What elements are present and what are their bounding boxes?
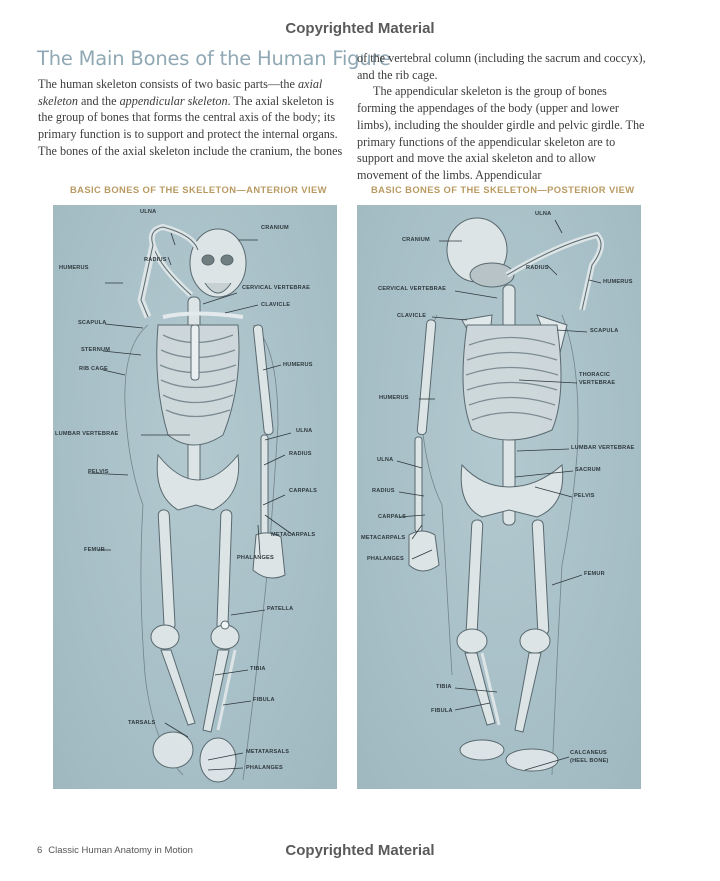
label-metatarsals: METATARSALS <box>246 749 290 755</box>
label-carpals: CARPALS <box>378 514 407 520</box>
figure-caption-posterior: BASIC BONES OF THE SKELETON—POSTERIOR VIEW <box>371 184 635 195</box>
label-phalanges-hand: PHALANGES <box>237 555 274 561</box>
label-humerus-left: HUMERUS <box>379 395 409 401</box>
label-cervical-vertebrae: CERVICAL VERTEBRAE <box>242 285 311 291</box>
anterior-skeleton-illustration <box>53 205 337 789</box>
label-calcaneus: CALCANEUS <box>570 750 607 756</box>
term-axial-skeleton: axial skeleton <box>38 77 323 108</box>
label-metacarpals: METACARPALS <box>361 535 406 541</box>
label-scapula: SCAPULA <box>590 328 619 334</box>
label-clavicle: CLAVICLE <box>261 302 291 308</box>
label-ulna-right: ULNA <box>296 428 313 434</box>
label-radius: RADIUS <box>144 257 167 263</box>
label-fibula: FIBULA <box>431 708 453 714</box>
body-column-right <box>357 50 649 184</box>
label-phalanges-foot: PHALANGES <box>246 765 283 771</box>
label-lumbar-vertebrae: LUMBAR VERTEBRAE <box>571 445 635 451</box>
label-humerus-right: HUMERUS <box>603 279 633 285</box>
figure-caption-anterior: BASIC BONES OF THE SKELETON—ANTERIOR VIEW <box>70 184 327 195</box>
label-thoracic-vertebrae: VERTEBRAE <box>579 380 616 386</box>
label-clavicle: CLAVICLE <box>397 313 427 319</box>
label-phalanges: PHALANGES <box>367 556 404 562</box>
label-thoracic: THORACIC <box>579 372 611 378</box>
label-humerus-right: HUMERUS <box>283 362 313 368</box>
label-pelvis: PELVIS <box>88 469 109 475</box>
copyright-watermark-bottom: Copyrighted Material <box>285 842 435 859</box>
label-sacrum: SACRUM <box>575 467 601 473</box>
label-pelvis: PELVIS <box>574 493 595 499</box>
label-patella: PATELLA <box>267 606 294 612</box>
label-tibia: TIBIA <box>436 684 452 690</box>
label-radius: RADIUS <box>526 265 549 271</box>
label-scapula: SCAPULA <box>78 320 107 326</box>
label-radius-right: RADIUS <box>289 451 312 457</box>
intro-paragraph: The human skeleton consists of two basic parts—the axial skeleton and the appendicular skeleton. The axial skeleton is the group of bones that forms the central axis of the body; its primary function is to support and protect the internal organs. The bones of the axial skeleton include the cranium, the bones <box>38 77 343 158</box>
term-appendicular-skeleton: appendicular skeleton <box>119 93 228 108</box>
book-title: Classic Human Anatomy in Motion <box>48 845 193 856</box>
label-cervical-vertebrae: CERVICAL VERTEBRAE <box>378 286 447 292</box>
label-femur: FEMUR <box>584 571 605 577</box>
label-cranium: CRANIUM <box>261 225 289 231</box>
label-lumbar-vertebrae: LUMBAR VERTEBRAE <box>55 431 119 437</box>
paragraph-continued: of the vertebral column (including the sacrum and coccyx), and the rib cage. <box>357 51 646 82</box>
label-humerus: HUMERUS <box>59 265 89 271</box>
appendicular-paragraph: The appendicular skeleton is the group of bones forming the appendages of the body (upper and lower limbs), including the shoulder girdle and pelvic girdle. The primary functions of the appendicular skeleton are to support and move the axial skeleton and to allow movement of the limbs. Appendicular <box>357 84 645 182</box>
copyright-watermark-top: Copyrighted Material <box>285 20 435 37</box>
label-ulna: ULNA <box>140 209 157 215</box>
label-sternum: STERNUM <box>81 347 111 353</box>
page-number: 6 <box>37 845 43 856</box>
label-heel-bone: (HEEL BONE) <box>570 758 609 764</box>
label-radius-left: RADIUS <box>372 488 395 494</box>
anterior-skeleton-figure <box>53 205 337 789</box>
posterior-skeleton-figure <box>357 205 641 789</box>
label-ulna: ULNA <box>535 211 552 217</box>
page-title: The Main Bones of the Human Figure <box>37 47 391 70</box>
label-tibia: TIBIA <box>250 666 266 672</box>
label-carpals: CARPALS <box>289 488 318 494</box>
label-metacarpals: METACARPALS <box>271 532 316 538</box>
label-femur: FEMUR <box>84 547 105 553</box>
label-tarsals: TARSALS <box>128 720 156 726</box>
label-rib-cage: RIB CAGE <box>79 366 108 372</box>
label-fibula: FIBULA <box>253 697 275 703</box>
label-ulna-left: ULNA <box>377 457 394 463</box>
label-cranium: CRANIUM <box>402 237 430 243</box>
body-column-left <box>38 76 344 160</box>
